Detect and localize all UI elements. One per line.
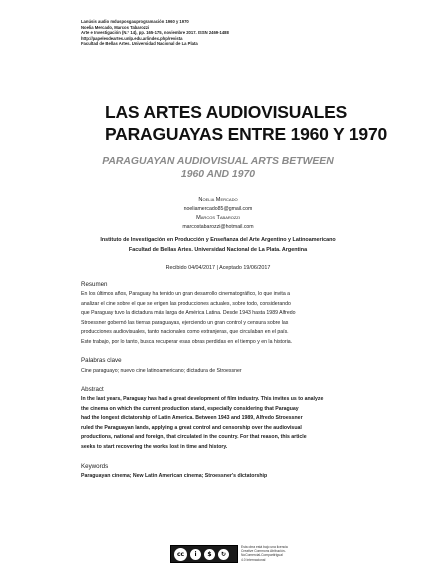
journal-header: [81, 19, 341, 47]
abstract-line: the cinema on which the current production stand, especially considering that Paraguay: [81, 405, 299, 412]
resumen-line: que Paraguay tuvo la dictadura más larga de América Latina. Desde 1943 hasta 1989 Alfredo: [81, 310, 296, 317]
nc-icon: $: [204, 549, 215, 560]
license-line: 4.0 Internacional: [241, 557, 266, 562]
affiliation-line: Facultad de Bellas Artes. Universidad Nacional de La Plata. Argentina: [128, 247, 308, 253]
header-line: Arte e Investigación (N.° 14), pp. 165-175, noviembre 2017. ISSN 2469-1488: [81, 30, 229, 36]
cc-license-badge[interactable]: [170, 545, 238, 563]
palabras-clave-heading: Palabras clave: [81, 357, 122, 364]
title-line: PARAGUAYAS ENTRE 1960 Y 1970: [105, 124, 388, 144]
keywords-text: [81, 472, 357, 482]
abstract-line: had the longest dictatorship of Latin America. Between 1943 and 1989, Alfredo Stroessner: [81, 415, 303, 422]
author-block: [60, 196, 376, 232]
affiliation: [80, 235, 356, 255]
sa-icon: ↻: [218, 549, 229, 560]
resumen-line: analizar el cine sobre el que se erigen las producciones actuales, sobre todo, considerando: [81, 300, 291, 307]
author-name: Marcos Tabarozzi: [196, 215, 240, 221]
title-line: LAS ARTES AUDIOVISUALES: [105, 102, 348, 122]
palabras-clave-text: [81, 367, 357, 377]
title-spanish: [105, 101, 388, 145]
affiliation-line: Instituto de Investigación en Producción y Enseñanza del Arte Argentino y Latinoamericano: [100, 237, 336, 243]
header-line: http://papelesdeartes.unlp.edu.ar/index.php/revista: [81, 35, 183, 41]
license-line: NoComercial-CompartirIgual: [241, 553, 283, 558]
abstract-line: In the last years, Paraguay has had a great development of film industry. This invites us to analyze: [81, 396, 324, 402]
resumen-line: Stroessner gobernó las tierras paraguayas, ejerciendo un gran control y censura sobre las: [81, 319, 289, 326]
palabras-clave-line: Cine paraguayo; nuevo cine latinoamericano; dictadura de Stroessner: [81, 368, 242, 374]
cc-icon: cc: [174, 548, 187, 561]
license-line: Esta obra está bajo una licencia: [241, 545, 288, 549]
abstract-line: productions, national and foreign, that circulated in the country. For that reason, this article: [81, 434, 307, 441]
header-line: Noelia Mercado, Marcos Tabarozzi: [81, 24, 150, 30]
license-text: [241, 545, 288, 562]
resumen-line: Este trabajo, por lo tanto, busca recuperar esas obras perdidas en el tiempo y en la historia.: [81, 338, 293, 345]
author-name: Noelia Mercado: [198, 197, 238, 203]
abstract-line: ruled the Paraguayan lands, applying a great control and censorship over the audiovisual: [81, 424, 302, 431]
resumen-line: producciones audiovisuales, tanto nacionales como extranjeras, que circulaban en el país.: [81, 329, 289, 336]
license-footer: [170, 545, 288, 563]
by-icon: i: [190, 549, 201, 560]
header-line: Lanúsis audio mdusposgauprogramación 1960 y 1970: [81, 19, 189, 24]
resumen-heading: Resumen: [81, 281, 108, 288]
license-line: Creative Commons Atribución-: [241, 549, 286, 554]
keywords-line: Paraguayan cinema; New Latin American cinema; Stroessner's dictatorship: [81, 473, 268, 479]
title-line: PARAGUAYAN AUDIOVISUAL ARTS BETWEEN: [102, 156, 334, 167]
abstract-heading: Abstract: [81, 386, 104, 393]
title-line: 1960 AND 1970: [180, 169, 256, 180]
title-english: [60, 155, 376, 181]
abstract-line: seeks to start recovering the works lost in time and history.: [81, 443, 228, 450]
author-email: noeliamercado85@gmail.com: [183, 206, 253, 212]
author-email: marcostabarozzi@hotmail.com: [182, 224, 254, 230]
keywords-heading: Keywords: [81, 463, 109, 470]
resumen-text: [81, 290, 357, 348]
received-dates: Recibido 04/04/2017 | Aceptado 19/06/2017: [165, 265, 271, 271]
header-line: Facultad de Bellas Artes. Universidad Nacional de La Plata: [81, 41, 198, 47]
resumen-line: En los últimos años, Paraguay ha tenido un gran desarrollo cinematográfico, lo que invita a: [81, 291, 291, 297]
abstract-text: [81, 395, 357, 453]
